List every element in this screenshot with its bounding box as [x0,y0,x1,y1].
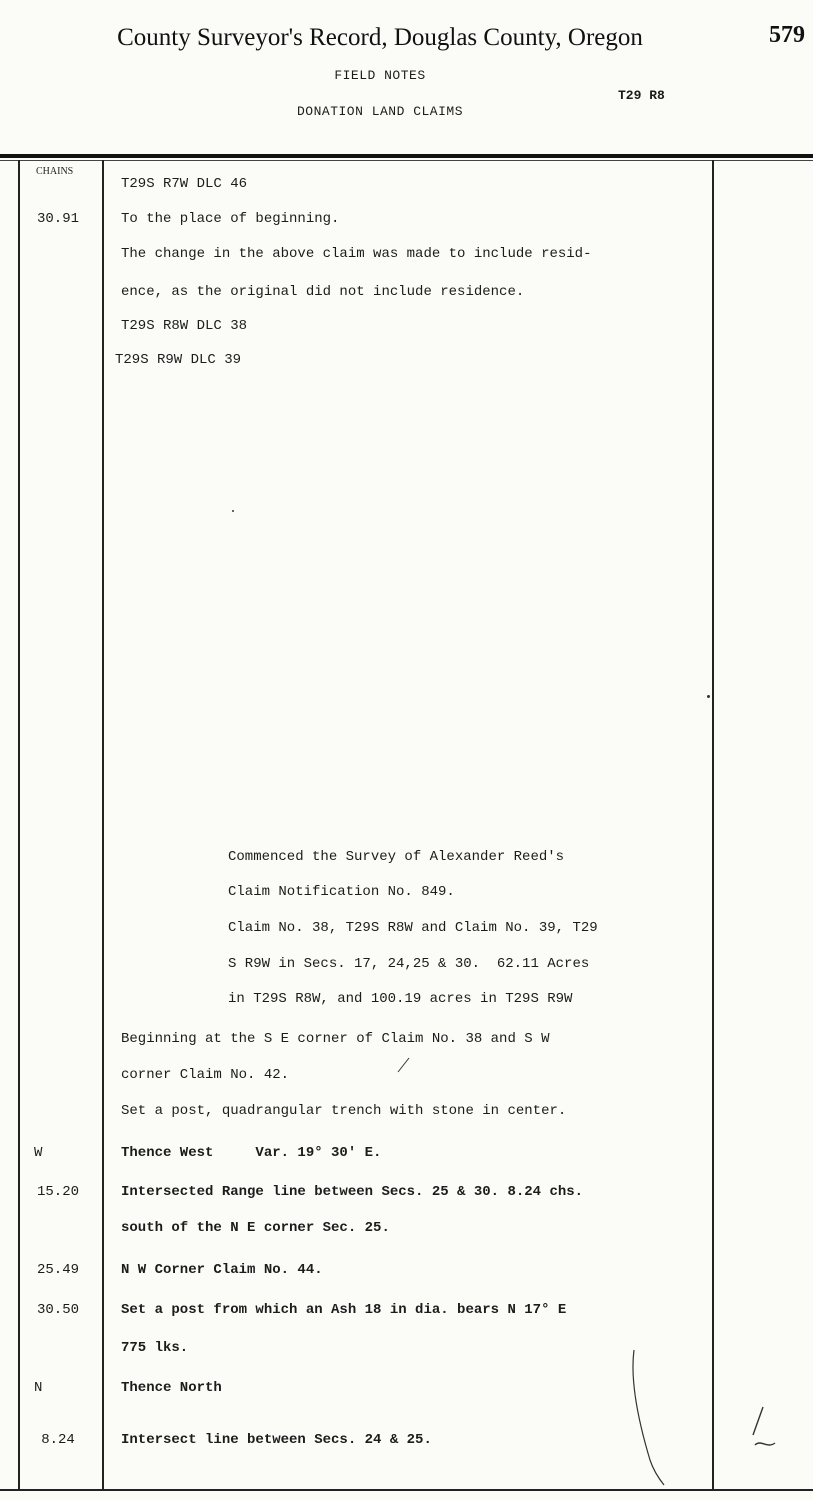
chain-value: N [34,1380,43,1396]
note-line: Claim Notification No. 849. [228,884,455,900]
note-line: south of the N E corner Sec. 25. [121,1220,390,1236]
header-rule-thin [0,160,813,161]
pencil-mark [620,1340,670,1490]
note-line: corner Claim No. 42. [121,1067,290,1083]
pencil-mark [395,1056,415,1076]
note-line: Intersected Range line between Secs. 25 & 30. 8.24 chs. [121,1184,584,1200]
pencil-mark [745,1405,785,1455]
ink-speck [232,510,234,512]
record-title: County Surveyor's Record, Douglas County, Oregon [117,24,643,51]
left-margin-line [18,160,20,1490]
chain-value: 15.20 [36,1184,79,1200]
chain-value: 30.91 [36,211,79,227]
page-number: 579 [769,22,805,48]
note-line: Claim No. 38, T29S R8W and Claim No. 39, T29 [228,920,598,936]
note-line: T29S R9W DLC 39 [115,352,242,368]
note-line: Thence West Var. 19° 30' E. [121,1145,382,1161]
note-line: S R9W in Secs. 17, 24,25 & 30. 62.11 Acres [228,956,590,972]
chain-value: W [34,1145,43,1161]
chain-value: 30.50 [36,1302,79,1318]
ink-speck [707,695,710,698]
note-line: 775 lks. [121,1340,189,1356]
note-line: T29S R7W DLC 46 [121,176,248,192]
bottom-rule [0,1489,813,1491]
note-line: N W Corner Claim No. 44. [121,1262,323,1278]
note-line: To the place of beginning. [121,211,340,227]
field-notes-subtitle: FIELD NOTES [334,68,426,83]
note-line: Set a post, quadrangular trench with stone in center. [121,1103,567,1119]
township-range-label: T29 R8 [618,88,665,103]
note-line: Set a post from which an Ash 18 in dia. bears N 17° E [121,1302,567,1318]
note-line: Commenced the Survey of Alexander Reed's [228,849,565,865]
note-line: Intersect line between Secs. 24 & 25. [121,1432,432,1448]
chains-column-divider [102,160,104,1490]
note-line: ence, as the original did not include residence. [121,284,525,300]
donation-land-claims-subtitle: DONATION LAND CLAIMS [296,104,464,119]
note-line: T29S R8W DLC 38 [121,318,248,334]
right-margin-line [712,160,714,1490]
note-line: The change in the above claim was made to include resid- [121,246,592,262]
header-rule [0,154,813,158]
chains-column-header: CHAINS [36,166,74,177]
note-line: in T29S R8W, and 100.19 acres in T29S R9W [228,991,573,1007]
note-line: Beginning at the S E corner of Claim No. 38 and S W [121,1031,550,1047]
chain-value: 25.49 [36,1262,79,1278]
chain-value: 8.24 [41,1432,75,1448]
note-line: Thence North [121,1380,222,1396]
